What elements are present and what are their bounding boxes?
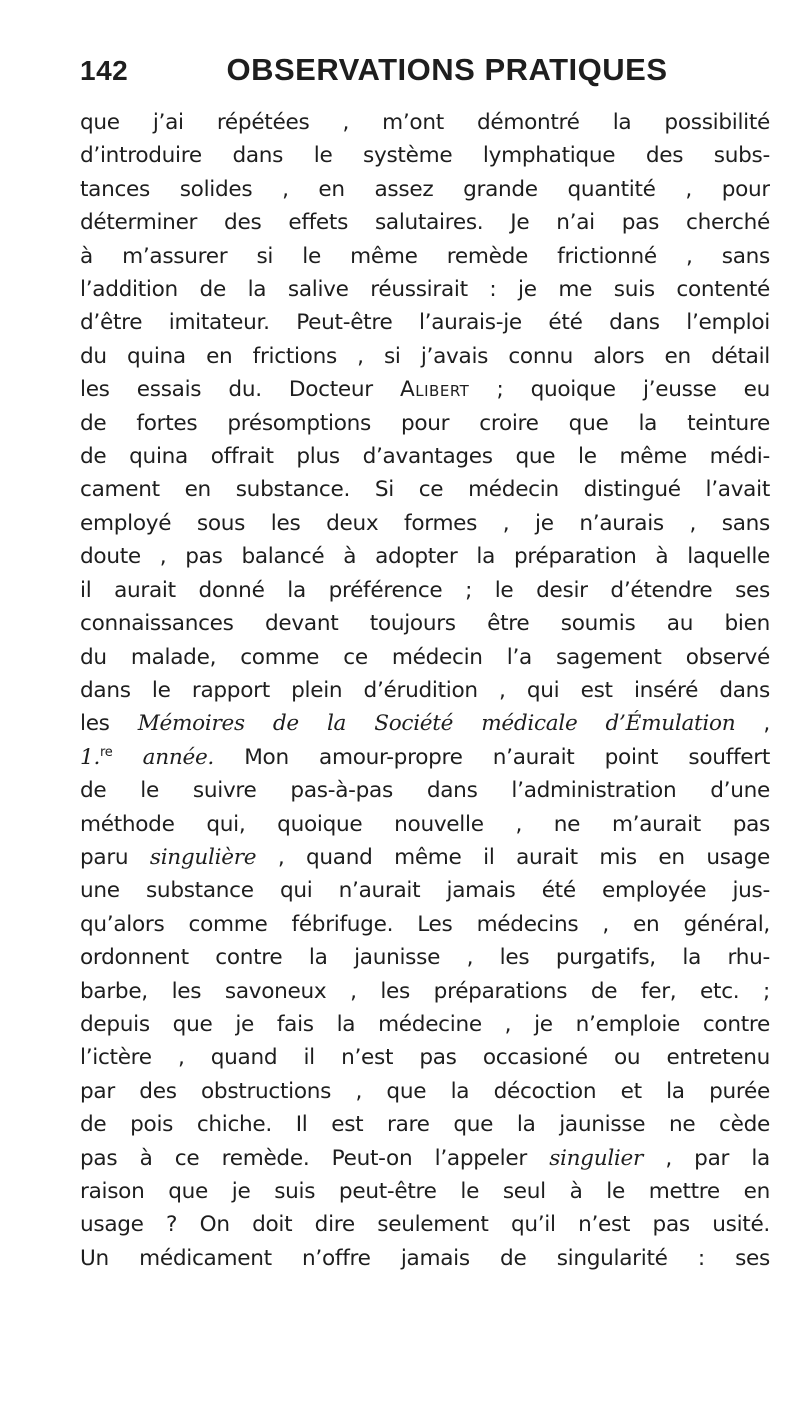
text-line	[80, 473, 770, 506]
text-run: cament en substance. Si ce médecin distingué l’avait	[80, 477, 770, 503]
text-line	[80, 741, 770, 774]
text-line	[80, 1242, 770, 1275]
text-line	[80, 607, 770, 640]
running-title: OBSERVATIONS PRATIQUES	[226, 52, 668, 87]
text-line	[80, 240, 770, 273]
text-line	[80, 841, 770, 874]
text-line	[80, 1041, 770, 1074]
text-run: raison que je suis peut-être le seul à le mettre en	[80, 1179, 770, 1204]
text-line	[80, 540, 770, 573]
text-line	[80, 206, 770, 239]
text-run: que j’ai répétées , m’ont démontré la possibilité	[80, 110, 770, 135]
text-line	[80, 1175, 770, 1208]
text-line	[80, 674, 770, 707]
text-line	[80, 1008, 770, 1041]
italic-text: Mémoires de la Société médicale d’Émulation	[137, 711, 736, 737]
text-line	[80, 106, 770, 139]
text-line	[80, 340, 770, 373]
text-line	[80, 1142, 770, 1175]
text-line	[80, 874, 770, 907]
text-line	[80, 173, 770, 206]
text-line	[80, 908, 770, 941]
text-line	[80, 1208, 770, 1241]
text-run: ; quoique j’eusse eu	[469, 377, 770, 403]
text-run: paru	[80, 844, 150, 870]
text-run: doute , pas balancé à adopter la préparation à laquelle	[80, 544, 770, 570]
text-run: dans le rapport plein d’érudition , qui est inséré dans	[80, 677, 770, 703]
text-run: barbe, les savoneux , les préparations de fer, etc. ;	[80, 978, 770, 1004]
text-run: usage ? On doit dire seulement qu’il n’est pas usité.	[80, 1212, 770, 1238]
text-line	[80, 707, 770, 740]
text-run: une substance qui n’aurait jamais été employée jus-	[80, 878, 770, 904]
text-line	[80, 373, 770, 406]
text-run: employé sous les deux formes , je n’aurais , sans	[80, 510, 770, 536]
text-run: pas à ce remède. Peut-on l’appeler	[80, 1145, 550, 1171]
text-run: depuis que je fais la médecine , je n’emploie contre	[80, 1011, 770, 1037]
text-run: à m’assurer si le même remède frictionné , sans	[80, 243, 770, 269]
text-line	[80, 139, 770, 172]
text-run: les essais du. Docteur	[80, 377, 400, 403]
running-head	[80, 52, 770, 102]
text-run: tances solides , en assez grande quantité , pour	[80, 176, 770, 202]
text-line	[80, 440, 770, 473]
text-run: méthode qui, quoique nouvelle , ne m’aurait pas	[80, 811, 770, 837]
author-name: Alibert	[400, 377, 470, 403]
text-run: de fortes présomptions pour croire que la teinture	[80, 410, 770, 436]
text-run: du malade, comme ce médecin l’a sagement observé	[80, 644, 770, 670]
text-run: ordonnent contre la jaunisse , les purgatifs, la rhu-	[80, 945, 770, 971]
text-line	[80, 574, 770, 607]
text-run: connaissances devant toujours être soumis au bien	[80, 611, 770, 637]
text-run: par des obstructions , que la décoction et la purée	[80, 1078, 770, 1104]
italic-text: année.	[112, 744, 214, 770]
page-number: 142	[80, 55, 129, 86]
body-text	[80, 106, 770, 1275]
text-line	[80, 1108, 770, 1141]
text-run: l’addition de la salive réussirait : je me suis contenté	[80, 277, 770, 303]
text-line	[80, 641, 770, 674]
text-run: du quina en frictions , si j’avais connu alors en détail	[80, 343, 770, 369]
text-run: , par la	[643, 1145, 770, 1171]
text-run: il aurait donné la préférence ; le desir d’étendre ses	[80, 577, 770, 603]
text-run: Mon amour-propre n’aurait point souffert	[214, 744, 770, 770]
italic-text: singulier	[549, 1145, 644, 1171]
text-run: de quina offrait plus d’avantages que le même médi-	[80, 444, 770, 470]
text-line	[80, 1075, 770, 1108]
text-run: de le suivre pas-à-pas dans l’administration d’une	[80, 778, 770, 804]
text-run: de pois chiche. Il est rare que la jaunisse ne cède	[80, 1112, 770, 1138]
text-run: qu’alors comme fébrifuge. Les médecins , en général,	[80, 911, 770, 937]
text-run: d’introduire dans le système lymphatique des subs-	[80, 143, 770, 169]
text-run: déterminer des effets salutaires. Je n’ai pas cherché	[80, 210, 770, 236]
italic-text: singulière	[149, 844, 257, 870]
text-run: l’ictère , quand il n’est pas occasioné ou entretenu	[80, 1045, 770, 1071]
book-page	[80, 52, 770, 1392]
text-line	[80, 808, 770, 841]
text-line	[80, 306, 770, 339]
text-line	[80, 273, 770, 306]
text-line	[80, 975, 770, 1008]
text-line	[80, 774, 770, 807]
text-line	[80, 507, 770, 540]
text-run: ,	[735, 711, 770, 737]
text-line	[80, 407, 770, 440]
text-line	[80, 941, 770, 974]
italic-text: re	[100, 744, 113, 760]
text-run: , quand même il aurait mis en usage	[256, 844, 770, 870]
text-run: d’être imitateur. Peut-être l’aurais-je été dans l’emploi	[80, 310, 770, 336]
italic-text: 1.	[80, 744, 101, 770]
text-run: les	[80, 711, 138, 737]
text-run: Un médicament n’offre jamais de singularité : ses	[80, 1245, 770, 1271]
